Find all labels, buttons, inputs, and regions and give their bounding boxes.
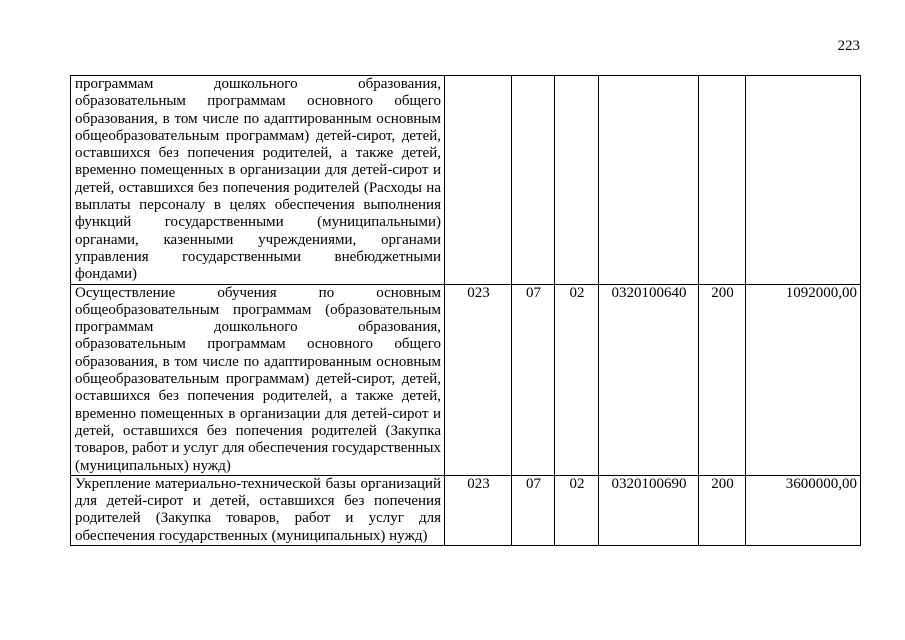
- subsection-code-cell: [555, 76, 599, 285]
- target-article-cell: [599, 76, 699, 285]
- amount-cell: 1092000,00: [746, 284, 861, 475]
- ministry-code-cell: 023: [445, 475, 512, 545]
- target-article-cell: 0320100640: [599, 284, 699, 475]
- target-article-cell: 0320100690: [599, 475, 699, 545]
- expense-type-cell: [699, 76, 746, 285]
- table-row: [71, 475, 861, 545]
- row-description: программам дошкольного образования, образовательным программам основного общего образования, в том числе по адаптированным основным общеобразовательным программам) детей-сирот, детей, оставшихся без попечения родителей, а также детей, временно помещенных в организации для детей-сирот и детей, оставшихся без попечения родителей (Расходы на выплаты персоналу в целях обеспечения выполнения функций государственными (муниципальными) органами, казенными учреждениями, органами управления государственными внебюджетными фондами): [71, 76, 445, 285]
- expense-type-cell: 200: [699, 475, 746, 545]
- amount-cell: [746, 76, 861, 285]
- page-number: 223: [837, 38, 860, 54]
- row-description: Укрепление материально-технической базы организаций для детей-сирот и детей, оставшихся без попечения родителей (Закупка товаров, работ и услуг для обеспечения государственных (муниципальных) нужд): [71, 475, 445, 545]
- amount-cell: 3600000,00: [746, 475, 861, 545]
- budget-table: [70, 75, 861, 546]
- table-row: [71, 76, 861, 285]
- ministry-code-cell: 023: [445, 284, 512, 475]
- row-description: Осуществление обучения по основным общеобразовательным программам (образовательным программам дошкольного образования, образовательным программам основного общего образования, в том числе по адаптированным основным общеобразовательным программам) детей-сирот, детей, оставшихся без попечения родителей, а также детей, временно помещенных в организации для детей-сирот и детей, оставшихся без попечения родителей (Закупка товаров, работ и услуг для обеспечения государственных (муниципальных) нужд): [71, 284, 445, 475]
- ministry-code-cell: [445, 76, 512, 285]
- subsection-code-cell: 02: [555, 284, 599, 475]
- section-code-cell: 07: [512, 475, 555, 545]
- section-code-cell: [512, 76, 555, 285]
- section-code-cell: 07: [512, 284, 555, 475]
- table-row: [71, 284, 861, 475]
- subsection-code-cell: 02: [555, 475, 599, 545]
- expense-type-cell: 200: [699, 284, 746, 475]
